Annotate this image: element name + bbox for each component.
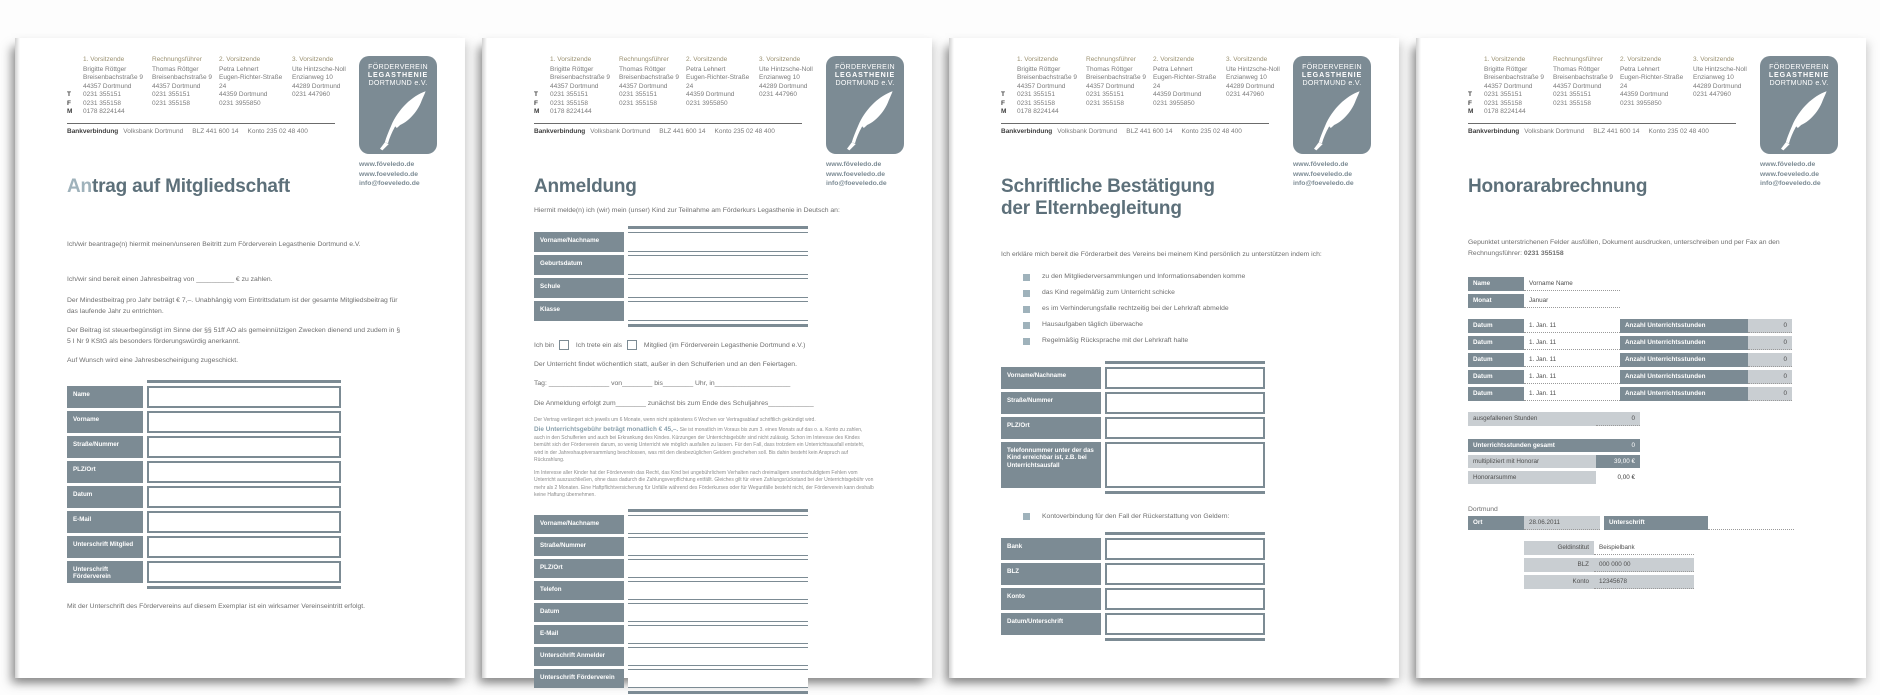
phone-prefix-m: M: [67, 108, 73, 115]
name-input[interactable]: [147, 386, 341, 408]
klasse-input[interactable]: [628, 301, 808, 321]
field-label: Vorname/Nachname: [534, 232, 624, 252]
datum-unterschrift-input[interactable]: [1105, 613, 1265, 635]
table-row: [67, 511, 367, 533]
contact-column-4: 3. Vorsitzende Ute Hintzsche-Noll Enzianweg 10 44289 Dortmund 0231 447960: [759, 56, 817, 117]
table-row: [1001, 417, 1301, 439]
institute-row: Geldinstitut Beispielbank: [1468, 541, 1820, 555]
phone-prefix-t: T: [1001, 91, 1005, 98]
ort-signature-row: [1468, 516, 1820, 530]
applicant-form-table: [534, 509, 834, 694]
table-top-bar: [628, 509, 808, 512]
checklist-item: es im Verhinderungsfalle rechtzeitig bei der Lehrkraft abmelde: [1023, 305, 1323, 313]
field-label: Straße/Nummer: [67, 436, 143, 458]
blz-input[interactable]: [1105, 563, 1265, 585]
field-label: Geburtsdatum: [534, 255, 624, 275]
field-label: Unterschrift Förderverein: [67, 561, 143, 583]
field-label: Unterschrift: [1604, 516, 1708, 530]
intro-paragraph: Ich erkläre mich bereit die Förderarbeit des Vereins bei meinem Kind persönlich zu unterstützen indem ich:: [1001, 251, 1322, 258]
field-label: PLZ/Ort: [67, 461, 143, 483]
field-label: Vorname/Nachname: [534, 515, 624, 534]
contact-role: 3. Vorsitzende: [292, 56, 334, 63]
contact-column-4: 3. Vorsitzende Ute Hintzsche-Noll Enzianweg 10 44289 Dortmund 0231 447960: [1693, 56, 1751, 117]
signature-field[interactable]: [1708, 516, 1794, 530]
contract-fine-print-2: Im Interesse aller Kinder hat der Förderverein das Recht, das Kind bei ungebührlichem Verhalten nach dreimaligem unentschuldigtem Fehlen vom Unterricht auszuschließen, ohne dass dadurch die Zahlungsverpflichtung entfällt. Gleiches gilt für einen Zahlungsrückstand bei der Unterrichtsgebühr von mehr als 2 Monaten. Eine Haftpflichtversicherung für Unfälle während des Förderkurses oder für Wegunfälle besteht nicht, der Förderverein kann deshalb keine Haftung übernehmen.: [534, 469, 874, 499]
quill-feather-icon: [373, 88, 435, 152]
website-link: www.föveledo.de: [1760, 161, 1816, 168]
ich-bin-checkbox[interactable]: [559, 340, 569, 350]
field-label: Name: [67, 386, 143, 408]
phone-prefix-f: F: [1468, 99, 1472, 107]
bank-input[interactable]: [1105, 538, 1265, 560]
konto-field[interactable]: 12345678: [1594, 575, 1694, 589]
contact-column-1: 1. Vorsitzende Brigitte Röttger Breisenbachstraße 9 44357 Dortmund 0231 355151 0231 355158 0178 8224144: [1484, 56, 1546, 117]
unterschrift-foerderverein-input[interactable]: [147, 561, 341, 583]
contact-role: Rechnungsführer: [152, 56, 202, 63]
contact-column-3: 2. Vorsitzende Petra Lehnert Eugen-Richter-Straße 24 44359 Dortmund 0231 3955850: [1620, 56, 1686, 117]
checklist-item: Hausaufgaben täglich überwache: [1023, 321, 1323, 329]
table-row: [534, 625, 834, 644]
phone-prefix-column: [534, 56, 543, 117]
field-label: PLZ/Ort: [1001, 417, 1101, 439]
field-label: Monat: [1468, 294, 1524, 308]
checkbox[interactable]: [1023, 322, 1030, 329]
bank-details-line: Bankverbindung Volksbank Dortmund BLZ 441 600 14 Konto 235 02 48 400: [534, 123, 802, 135]
email-link: info@foeveledo.de: [1293, 180, 1354, 187]
phone-prefix-m: M: [1001, 108, 1007, 115]
email-link: info@foeveledo.de: [359, 180, 420, 187]
cancelled-field[interactable]: 0: [1596, 412, 1640, 426]
fee-highlight: Die Unterrichtsgebühr beträgt monatlich € 45,–.: [534, 425, 679, 433]
anmelder-email-input[interactable]: [628, 625, 808, 644]
table-row: [1001, 392, 1301, 414]
page-title: Schriftliche Bestätigung der Elternbegleitung: [1001, 176, 1215, 219]
page-anmeldung: [482, 38, 932, 681]
table-row: [1001, 367, 1301, 389]
phone-prefix-column: [1468, 56, 1477, 117]
date-field[interactable]: 1. Jan. 11: [1524, 319, 1620, 333]
contact-role: 1. Vorsitzende: [1017, 56, 1059, 63]
table-row: [67, 386, 367, 408]
table-row: [534, 537, 834, 556]
bank-details-line: Bankverbindung Volksbank Dortmund BLZ 441 600 14 Konto 235 02 48 400: [1468, 123, 1736, 135]
table-row: [534, 603, 834, 622]
website-link: www.foeveledo.de: [359, 170, 419, 178]
membership-form-table: [67, 380, 367, 589]
checkbox[interactable]: [1023, 306, 1030, 313]
strasse-input[interactable]: [147, 436, 341, 458]
table-row: [67, 536, 367, 558]
contact-column-4: 3. Vorsitzende Ute Hintzsche-Noll Enzianweg 10 44289 Dortmund 0231 447960: [1226, 56, 1284, 117]
table-row: [1001, 563, 1301, 585]
field-label: Unterschrift Anmelder: [534, 647, 624, 666]
table-row: [1001, 613, 1301, 635]
notfall-telefon-input[interactable]: [1105, 442, 1265, 488]
table-top-bar: [147, 380, 341, 383]
page-title: Antrag auf Mitgliedschaft: [67, 176, 291, 197]
field-label: Straße/Nummer: [534, 537, 624, 556]
institute-field[interactable]: Beispielbank: [1594, 541, 1694, 555]
checklist-item: das Kind regelmäßig zum Unterricht schicke: [1023, 289, 1323, 297]
contact-role: 2. Vorsitzende: [1153, 56, 1195, 63]
phone-prefix-t: T: [67, 91, 71, 98]
contact-column-3: 2. Vorsitzende Petra Lehnert Eugen-Richter-Straße 24 44359 Dortmund 0231 3955850: [686, 56, 752, 117]
child-form-table: [534, 226, 834, 327]
eltern-strasse-input[interactable]: [1105, 392, 1265, 414]
blz-field[interactable]: 000 000 00: [1594, 558, 1694, 572]
sum-value: 0,00 €: [1617, 473, 1635, 481]
contact-role: 3. Vorsitzende: [759, 56, 801, 63]
lesson-row: Datum 1. Jan. 11 Anzahl Unterrichtsstunden 0: [1468, 370, 1820, 384]
ort-date-field[interactable]: 28.06.2011: [1524, 516, 1600, 530]
field-label: E-Mail: [534, 625, 624, 644]
contact-role: 1. Vorsitzende: [83, 56, 125, 63]
email-link: info@foeveledo.de: [826, 180, 887, 187]
unterschrift-mitglied-input[interactable]: [147, 536, 341, 558]
foeveledo-logo: [359, 56, 437, 189]
field-label: PLZ/Ort: [534, 559, 624, 578]
blz-row: BLZ 000 000 00: [1468, 558, 1820, 572]
phone-prefix-f: F: [534, 99, 538, 107]
membership-choice-line: Ich bin Ich trete ein als Mitglied (im Förderverein Legasthenie Dortmund e.V.): [534, 341, 806, 349]
lesson-row: Datum 1. Jan. 11 Anzahl Unterrichtsstunden 0: [1468, 319, 1820, 333]
table-row: [67, 461, 367, 483]
email-link: info@foeveledo.de: [1760, 180, 1821, 187]
anmelder-strasse-input[interactable]: [628, 537, 808, 556]
checklist-item: zu den Mitgliederversammlungen und Informationsabenden komme: [1023, 273, 1323, 281]
page-honorarabrechnung: [1416, 38, 1866, 678]
contact-column-2: Rechnungsführer Thomas Röttger Breisenbachstraße 9 44357 Dortmund 0231 355151 0231 355158: [1553, 56, 1613, 107]
contact-column-1: 1. Vorsitzende Brigitte Röttger Breisenbachstraße 9 44357 Dortmund 0231 355151 0231 355158 0178 8224144: [83, 56, 145, 117]
website-link: www.föveledo.de: [826, 161, 882, 168]
table-row: [67, 561, 367, 583]
logo-box: FÖRDERVEREIN LEGASTHENIE DORTMUND e.V.: [1293, 56, 1371, 154]
field-label: Name: [1468, 277, 1524, 291]
phone-prefix-t: T: [1468, 91, 1472, 98]
anmelder-name-input[interactable]: [628, 515, 808, 534]
table-row: [534, 647, 834, 666]
bank-label: Bankverbindung: [534, 127, 586, 135]
logo-box: FÖRDERVEREIN LEGASTHENIE DORTMUND e.V.: [359, 56, 437, 154]
lesson-row: Datum 1. Jan. 11 Anzahl Unterrichtsstunden 0: [1468, 336, 1820, 350]
contact-role: 3. Vorsitzende: [1226, 56, 1268, 63]
table-bottom-bar: [628, 324, 808, 327]
count-field[interactable]: 0: [1748, 336, 1792, 350]
quill-feather-icon: [1307, 88, 1369, 152]
count-field[interactable]: 0: [1748, 370, 1792, 384]
contact-role: 3. Vorsitzende: [1693, 56, 1735, 63]
checklist-item: Regelmäßig Rücksprache mit der Lehrkraft halte: [1023, 337, 1323, 345]
checkbox[interactable]: [1023, 274, 1030, 281]
date-field[interactable]: 1. Jan. 11: [1524, 336, 1620, 350]
phone-prefix-m: M: [1468, 108, 1474, 115]
table-bottom-bar: [1105, 638, 1265, 641]
schedule-line: Der Unterricht findet wöchentlich statt, außer in den Schulferien und an den Feiertagen.: [534, 360, 797, 368]
contact-role: 1. Vorsitzende: [1484, 56, 1526, 63]
telefon-input[interactable]: [628, 581, 808, 600]
start-date-line: Die Anmeldung erfolgt zum________ zunächst bis zum Ende des Schuljahres____________: [534, 399, 814, 407]
contract-fine-print-1: Der Vertrag verlängert sich jeweils um 6 Monate, wenn nicht spätestens 6 Wochen vor Vertragsablauf schriftlich gekündigt wird. Die Unterrichtsgebühr beträgt monatlich € 45,–. Sie ist monatlich im Voraus bis zum 3. eines Monats auf das o. a. Konto zu zahlen, auch in den Schulferien und auch bei Erkrankung des Kindes. Kürzungen der Unterrichtsgebühr sind nicht zulässig. Schon im Interesse des Kindes bemüht sich der Förderverein darum, so wenig Unterricht wie möglich ausfallen zu lassen. Für den Fall, dass trotzdem ein Unterrichtsausfall entsteht, wird in der Jahreshauptversammlung beschlossen, was mit den diesbezüglichen Geldern geschehen soll. Bis dahin besteht kein Anspruch auf Rückzahlung.: [534, 417, 865, 464]
bank-label: Bankverbindung: [1468, 127, 1520, 135]
geburtsdatum-input[interactable]: [628, 255, 808, 275]
parent-form-table: [1001, 361, 1301, 494]
bank-details-line: Bankverbindung Volksbank Dortmund BLZ 441 600 14 Konto 235 02 48 400: [1001, 123, 1269, 135]
contact-column-2: Rechnungsführer Thomas Röttger Breisenbachstraße 9 44357 Dortmund 0231 355151 0231 355158: [619, 56, 679, 107]
bank-details-line: Bankverbindung Volksbank Dortmund BLZ 441 600 14 Konto 235 02 48 400: [67, 123, 335, 135]
contact-role: 2. Vorsitzende: [1620, 56, 1662, 63]
website-links: [826, 160, 904, 189]
email-input[interactable]: [147, 511, 341, 533]
logo-box: FÖRDERVEREIN LEGASTHENIE DORTMUND e.V.: [826, 56, 904, 154]
instructions: Gepunktet unterstrichenen Felder ausfüllen, Dokument ausdrucken, unterschreiben und per Fax an den Rechnungsführer: 0231 355158: [1468, 239, 1780, 257]
website-links: [1760, 160, 1838, 189]
account-line: Kontoverbindung für den Fall der Rückerstattung von Geldern:: [1023, 512, 1357, 523]
field-label: Klasse: [534, 301, 624, 321]
datum-input[interactable]: [147, 486, 341, 508]
plz-ort-input[interactable]: [147, 461, 341, 483]
website-link: www.föveledo.de: [1293, 161, 1349, 168]
month-value-field[interactable]: Januar: [1524, 294, 1620, 308]
account-form-table: [1001, 532, 1301, 641]
unterschrift-foerderverein-input[interactable]: [628, 669, 808, 688]
website-links: [359, 160, 437, 189]
table-bottom-bar: [1105, 491, 1265, 494]
lesson-row: Datum 1. Jan. 11 Anzahl Unterrichtsstunden 0: [1468, 353, 1820, 367]
table-top-bar: [1105, 532, 1265, 535]
name-value-field[interactable]: Vorname Name: [1524, 277, 1620, 291]
city-label: Dortmund: [1468, 506, 1498, 514]
unterschrift-anmelder-input[interactable]: [628, 647, 808, 666]
konto-input[interactable]: [1105, 588, 1265, 610]
total-row: Unterrichtsstunden gesamt 0: [1468, 439, 1820, 452]
count-field[interactable]: 0: [1748, 387, 1792, 401]
date-field[interactable]: 1. Jan. 11: [1524, 353, 1620, 367]
contact-role: Rechnungsführer: [1553, 56, 1603, 63]
field-label: Bank: [1001, 538, 1101, 560]
field-label: E-Mail: [67, 511, 143, 533]
field-label: Unterschrift Mitglied: [67, 536, 143, 558]
contact-column-2: Rechnungsführer Thomas Röttger Breisenbachstraße 9 44357 Dortmund 0231 355151 0231 355158: [1086, 56, 1146, 107]
checkbox[interactable]: [1023, 338, 1030, 345]
lesson-row: Datum 1. Jan. 11 Anzahl Unterrichtsstunden 0: [1468, 387, 1820, 401]
count-field[interactable]: 0: [1748, 353, 1792, 367]
letterhead: [1001, 56, 1371, 187]
name-row: [1468, 277, 1820, 291]
foeveledo-logo: [1293, 56, 1371, 189]
phone-prefix-t: T: [534, 91, 538, 98]
rate-row: multipliziert mit Honorar 39,00 €: [1468, 455, 1820, 468]
contact-role: Rechnungsführer: [619, 56, 669, 63]
konto-row: Konto 12345678: [1468, 575, 1820, 589]
table-bottom-bar: [628, 691, 808, 694]
fax-number: 0231 355158: [1523, 249, 1564, 257]
quill-feather-icon: [840, 88, 902, 152]
contact-column-2: Rechnungsführer Thomas Röttger Breisenbachstraße 9 44357 Dortmund 0231 355151 0231 355158: [152, 56, 212, 107]
paragraph: Auf Wunsch wird eine Jahresbescheinigung zugeschickt.: [67, 357, 239, 365]
contact-column-3: 2. Vorsitzende Petra Lehnert Eugen-Richter-Straße 24 44359 Dortmund 0231 3955850: [219, 56, 285, 117]
table-row: [534, 581, 834, 600]
checkbox[interactable]: [1023, 513, 1030, 520]
eltern-plz-ort-input[interactable]: [1105, 417, 1265, 439]
footer-note: Mit der Unterschrift des Fördervereins auf diesem Exemplar ist ein wirksamer Vereinseintritt erfolgt.: [67, 602, 366, 610]
rate-value: 39,00 €: [1596, 455, 1640, 468]
contact-role: 2. Vorsitzende: [219, 56, 261, 63]
commitment-checklist: [1001, 273, 1371, 345]
contact-role: 2. Vorsitzende: [686, 56, 728, 63]
table-top-bar: [628, 226, 808, 229]
field-label: Datum/Unterschrift: [1001, 613, 1101, 635]
field-label: Datum: [67, 486, 143, 508]
page-antrag-auf-mitgliedschaft: [15, 38, 465, 678]
page-title: Honorarabrechnung: [1468, 176, 1648, 197]
page-title: Anmeldung: [534, 176, 637, 197]
sum-row: Honorarsumme 0,00 €: [1468, 471, 1820, 484]
day-time-line: Tag: ________________ von________ bis________ Uhr, in____________________: [534, 380, 791, 388]
table-row: [1001, 538, 1301, 560]
website-link: www.foeveledo.de: [826, 170, 886, 178]
field-label: Telefonnummer unter der das Kind erreichbar ist, z.B. bei Unterrichtsausfall: [1001, 442, 1101, 488]
website-link: www.föveledo.de: [359, 161, 415, 168]
field-label: Schule: [534, 278, 624, 298]
table-row: [1001, 442, 1301, 488]
paragraph: Ich/wir beantrage(n) hiermit meinen/unseren Beitritt zum Förderverein Legasthenie Dortmund e.V.: [67, 241, 361, 248]
phone-prefix-m: M: [534, 108, 540, 115]
ich-trete-ein-checkbox[interactable]: [627, 340, 637, 350]
table-row: [67, 486, 367, 508]
phone-prefix-column: [1001, 56, 1010, 117]
intro-paragraph: Hiermit melde(n) ich (wir) mein (unser) Kind zur Teilnahme am Förderkurs Legasthenie in Deutsch an:: [534, 207, 840, 214]
field-label: Telefon: [534, 581, 624, 600]
table-row: [534, 559, 834, 578]
logo-box: FÖRDERVEREIN LEGASTHENIE DORTMUND e.V.: [1760, 56, 1838, 154]
table-row: [534, 255, 834, 275]
field-label: Vorname: [67, 411, 143, 433]
month-row: [1468, 294, 1820, 308]
table-row: [67, 436, 367, 458]
table-top-bar: [1105, 361, 1265, 364]
bank-label: Bankverbindung: [1001, 127, 1053, 135]
paragraph: Der Mindestbeitrag pro Jahr beträgt € 7,–. Unabhängig vom Eintrittsdatum ist der gesamte Mitgliedsbeitrag für das laufende Jahr zu entrichten.: [67, 297, 398, 315]
contact-column-3: 2. Vorsitzende Petra Lehnert Eugen-Richter-Straße 24 44359 Dortmund 0231 3955850: [1153, 56, 1219, 117]
website-links: [1293, 160, 1371, 189]
count-field[interactable]: 0: [1748, 319, 1792, 333]
field-label: Datum: [534, 603, 624, 622]
foeveledo-logo: [826, 56, 904, 189]
paragraph: Der Beitrag ist steuerbegünstigt im Sinne der §§ 51ff AO als gemeinnützigen Zwecken dienend und zudem in § 5 I Nr 9 KStG als besonders förderungswürdig anerkannt.: [67, 327, 401, 345]
field-label: Straße/Nummer: [1001, 392, 1101, 414]
contact-role: 1. Vorsitzende: [550, 56, 592, 63]
vorname-input[interactable]: [147, 411, 341, 433]
contact-column-4: 3. Vorsitzende Ute Hintzsche-Noll Enzianweg 10 44289 Dortmund 0231 447960: [292, 56, 350, 117]
contact-role: Rechnungsführer: [1086, 56, 1136, 63]
field-label: BLZ: [1001, 563, 1101, 585]
table-row: [534, 232, 834, 252]
table-row: [534, 669, 834, 688]
field-label: Unterschrift Förderverein: [534, 669, 624, 688]
website-link: www.foeveledo.de: [1293, 170, 1353, 178]
table-row: [534, 278, 834, 298]
total-value: 0: [1596, 439, 1640, 452]
kind-name-input[interactable]: [628, 232, 808, 252]
phone-prefix-f: F: [1001, 99, 1005, 107]
foeveledo-logo: [1760, 56, 1838, 189]
honorar-form: [1468, 277, 1838, 589]
field-label: Ort: [1468, 516, 1524, 530]
date-field[interactable]: 1. Jan. 11: [1524, 387, 1620, 401]
page-schriftliche-bestaetigung: [949, 38, 1399, 678]
paragraph-jahresbeitrag: Ich/wir sind bereit einen Jahresbeitrag von __________ € zu zahlen.: [67, 275, 273, 283]
table-row: [1001, 588, 1301, 610]
field-label: Vorname/Nachname: [1001, 367, 1101, 389]
table-row: [534, 515, 834, 534]
cancelled-row: ausgefallenen Stunden 0: [1468, 412, 1820, 426]
anmelder-plz-ort-input[interactable]: [628, 559, 808, 578]
anmelder-datum-input[interactable]: [628, 603, 808, 622]
eltern-name-input[interactable]: [1105, 367, 1265, 389]
contact-column-1: 1. Vorsitzende Brigitte Röttger Breisenbachstraße 9 44357 Dortmund 0231 355151 0231 355158 0178 8224144: [1017, 56, 1079, 117]
website-link: www.foeveledo.de: [1760, 170, 1820, 178]
quill-feather-icon: [1774, 88, 1836, 152]
schule-input[interactable]: [628, 278, 808, 298]
checkbox[interactable]: [1023, 290, 1030, 297]
table-row: [67, 411, 367, 433]
field-label: Konto: [1001, 588, 1101, 610]
date-field[interactable]: 1. Jan. 11: [1524, 370, 1620, 384]
bank-label: Bankverbindung: [67, 127, 119, 135]
table-row: [534, 301, 834, 321]
contact-column-1: 1. Vorsitzende Brigitte Röttger Breisenbachstraße 9 44357 Dortmund 0231 355151 0231 355158 0178 8224144: [550, 56, 612, 117]
phone-prefix-f: F: [67, 99, 71, 107]
phone-prefix-column: [67, 56, 76, 117]
table-bottom-bar: [147, 586, 341, 589]
